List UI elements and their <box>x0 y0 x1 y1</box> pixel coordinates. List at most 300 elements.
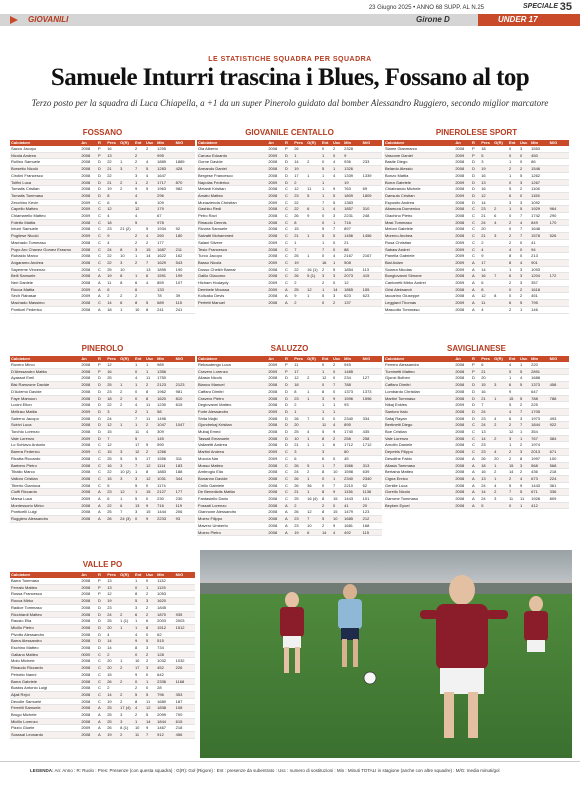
stat-cell: 16 (1) <box>306 266 321 273</box>
table-row <box>10 584 195 591</box>
stat-cell: D <box>97 611 106 618</box>
stat-cell: 23 <box>480 415 493 422</box>
table-row <box>10 482 195 489</box>
table-row <box>384 159 569 166</box>
stat-cell: 3 <box>119 259 134 266</box>
stat-cell: 2008 <box>80 516 97 523</box>
stat-cell <box>175 206 195 213</box>
stat-cell <box>549 402 569 409</box>
player-name: Salani Silvere <box>197 239 267 246</box>
stat-cell: 2008 <box>80 273 97 280</box>
stat-cell: C <box>471 233 480 240</box>
stat-cell: 2009 <box>454 246 471 253</box>
stat-cell: 2008 <box>80 469 97 476</box>
stat-cell: 19 <box>106 598 119 605</box>
stat-cell: 2 <box>134 712 145 719</box>
table-row <box>384 286 569 293</box>
stat-cell: 2008 <box>80 645 97 652</box>
stat-cell: C <box>284 192 293 199</box>
stat-cell: 2008 <box>454 293 471 300</box>
stat-cell <box>549 293 569 300</box>
stat-cell: 1383 <box>343 199 362 206</box>
table-row <box>197 388 382 395</box>
stat-cell: 1444 <box>156 509 175 516</box>
stat-cell: 17 <box>134 665 145 672</box>
stat-cell: 1443 <box>530 482 549 489</box>
stat-cell: 1591 <box>156 273 175 280</box>
stat-cell <box>549 166 569 173</box>
stat-cell: 2008 <box>454 159 471 166</box>
stat-cell: 12 <box>106 422 119 429</box>
stat-cell: 1 <box>145 678 156 685</box>
stat-cell: D <box>97 618 106 625</box>
stat-cell: 3 <box>480 159 493 166</box>
stat-cell: 1356 <box>156 368 175 375</box>
stat-cell: A <box>471 469 480 476</box>
stat-cell: 13 <box>480 179 493 186</box>
player-name: Melluso Mattia <box>10 408 80 415</box>
stat-cell: 2 <box>145 422 156 429</box>
stat-cell <box>175 584 195 591</box>
stat-cell: 1053 <box>156 591 175 598</box>
stat-cell: 11 <box>306 186 321 193</box>
player-name: Giannone Alessandro <box>197 509 267 516</box>
stat-cell: 2009 <box>267 362 284 368</box>
stat-cell <box>119 671 134 678</box>
stats-table <box>10 356 195 523</box>
stat-cell: 1 <box>321 186 332 193</box>
stat-cell: 2008 <box>454 395 471 402</box>
stat-cell: 2008 <box>80 226 97 233</box>
stat-cell: 7 <box>134 166 145 173</box>
stat-cell: C <box>97 233 106 240</box>
stat-cell: 5 (1) <box>306 273 321 280</box>
stat-cell: 2008 <box>80 300 97 307</box>
column-header: R <box>97 140 106 146</box>
stat-cell: 2008 <box>80 179 97 186</box>
stat-cell <box>175 239 195 246</box>
player-name: Micillo Lorenzo <box>10 718 80 725</box>
player-name: Barra Gabriele <box>10 678 80 685</box>
player-name: Rollino Samuele <box>10 159 80 166</box>
player-name: Lo Schiavo Antonio <box>10 442 80 449</box>
stat-cell <box>175 638 195 645</box>
stat-cell: 415 <box>362 273 382 280</box>
stat-cell: 20 <box>362 502 382 509</box>
stat-cell: 2 <box>321 280 332 287</box>
table-row <box>197 482 382 489</box>
stat-cell: 16 <box>106 368 119 375</box>
stat-cell: D <box>97 638 106 645</box>
stat-cell: D <box>97 415 106 422</box>
stat-cell: 796 <box>156 691 175 698</box>
stat-cell: 2008 <box>454 388 471 395</box>
player-name: Cigna Enrico <box>384 475 454 482</box>
issue-meta: 23 Giugno 2025 • ANNO 68 SUPP. AL N.25 <box>368 5 484 11</box>
stat-cell: 15 <box>332 509 343 516</box>
stat-cell: 5 <box>306 192 321 199</box>
stat-cell: 258 <box>362 435 382 442</box>
stat-cell <box>175 172 195 179</box>
stat-cell: 2 <box>306 159 321 166</box>
legend-label: LEGENDA: <box>30 768 54 773</box>
stat-cell: 2008 <box>454 226 471 233</box>
stat-cell: A <box>97 509 106 516</box>
stat-cell: 1 <box>134 382 145 389</box>
table-row <box>10 496 195 503</box>
stat-cell: D <box>284 422 293 429</box>
stat-cell: 2008 <box>454 496 471 503</box>
stat-cell: 12 <box>293 375 306 382</box>
stat-cell: 1 <box>119 496 134 503</box>
stat-cell: 0 <box>321 159 332 166</box>
player-name: Beyken Eyoel <box>384 502 454 509</box>
stat-cell: 0 <box>519 239 530 246</box>
stat-cell: 2008 <box>80 388 97 395</box>
stat-cell: 1929 <box>530 206 549 213</box>
stat-cell: D <box>471 375 480 382</box>
stat-cell: A <box>284 300 293 307</box>
stat-cell: 2008 <box>80 665 97 672</box>
stat-cell <box>549 179 569 186</box>
stat-cell: 912 <box>156 732 175 739</box>
stat-cell: 23 <box>293 192 306 199</box>
stat-cell: 1 <box>145 408 156 415</box>
stat-cell: 1 <box>134 624 145 631</box>
stat-cell: 8 <box>508 253 519 260</box>
stat-cell <box>493 502 508 509</box>
stat-cell: 1 <box>134 253 145 260</box>
stat-cell: 1 <box>321 402 332 409</box>
stat-cell: 0 <box>332 415 343 422</box>
stat-cell: 2 <box>134 159 145 166</box>
stat-cell <box>549 259 569 266</box>
table-row <box>384 293 569 300</box>
stat-cell: 5 <box>321 293 332 300</box>
stat-cell: 16 <box>480 172 493 179</box>
stat-cell <box>145 293 156 300</box>
stat-cell: 10 <box>306 522 321 529</box>
stat-cell: 2008 <box>80 402 97 409</box>
stat-cell: 2008 <box>454 186 471 193</box>
table-row <box>10 712 195 719</box>
stat-cell: 1934 <box>156 226 175 233</box>
column-header: Calciatore <box>384 140 454 146</box>
stat-cell: 19 <box>106 698 119 705</box>
stat-cell: 1895 <box>156 266 175 273</box>
stat-cell: 2008 <box>454 199 471 206</box>
stat-cell: 615 <box>175 718 195 725</box>
column-header: G(R) <box>119 140 134 146</box>
stat-cell: 25 <box>106 375 119 382</box>
stat-cell: 436 <box>530 469 549 476</box>
stat-cell: 24 <box>480 422 493 429</box>
stat-cell: A <box>284 509 293 516</box>
table-row <box>10 591 195 598</box>
stat-cell: C <box>97 482 106 489</box>
stat-cell <box>362 449 382 456</box>
stat-cell: 2 <box>134 239 145 246</box>
stat-cell: 2008 <box>454 462 471 469</box>
player-name: Rocca Mirko <box>10 598 80 605</box>
stat-cell: 226 <box>175 665 195 672</box>
player-name: Nikaj Enkles <box>384 402 454 409</box>
stat-cell: D <box>284 408 293 415</box>
stat-cell <box>119 651 134 658</box>
player-name: Micillo Pietro <box>10 624 80 631</box>
stat-cell: 8 <box>321 469 332 476</box>
table-row <box>197 489 382 496</box>
stat-cell: 5 <box>332 266 343 273</box>
table-row <box>197 435 382 442</box>
stat-cell: 2009 <box>80 496 97 503</box>
stat-cell: 0 <box>145 671 156 678</box>
stat-cell: 25 <box>106 718 119 725</box>
player-name: Borra Gabriele <box>384 179 454 186</box>
stat-cell: 763 <box>343 186 362 193</box>
stat-cell: 15 <box>106 671 119 678</box>
stat-cell: 0 <box>145 482 156 489</box>
player-name: Barra Alessandro <box>10 638 80 645</box>
stat-cell: P <box>97 146 106 152</box>
stat-cell: P <box>471 362 480 368</box>
column-header: Min <box>530 140 549 146</box>
stat-cell: 2008 <box>267 422 284 429</box>
stat-cell <box>493 253 508 260</box>
player-name: Barra Tommaso <box>10 578 80 584</box>
stat-cell: C <box>97 665 106 672</box>
stat-cell: 2008 <box>80 186 97 193</box>
stat-cell <box>549 239 569 246</box>
stat-cell: D <box>284 159 293 166</box>
stat-cell: 5 <box>134 219 145 226</box>
stat-cell: D <box>97 422 106 429</box>
stat-cell: 20 <box>106 658 119 665</box>
table-row <box>384 422 569 429</box>
stat-cell: 1125 <box>156 584 175 591</box>
player-name: Rocca Mattia <box>10 286 80 293</box>
stat-cell: C <box>284 475 293 482</box>
stat-cell: 26 <box>293 482 306 489</box>
stat-cell: 2008 <box>267 375 284 382</box>
stat-cell: 384 <box>549 435 569 442</box>
stat-cell <box>493 199 508 206</box>
stat-cell: 19 <box>343 179 362 186</box>
stat-cell: 493 <box>549 415 569 422</box>
stat-cell: 8 (1) <box>119 725 134 732</box>
stat-cell: 2008 <box>80 705 97 712</box>
column-header: Calciatore <box>10 140 80 146</box>
stat-cell <box>119 591 134 598</box>
stat-cell: 22 <box>106 402 119 409</box>
stat-cell: 19 <box>106 186 119 193</box>
stat-cell: 1 <box>145 584 156 591</box>
stat-cell: 2008 <box>267 496 284 503</box>
player-name: Basso Nicola <box>197 259 267 266</box>
stat-cell: 615 <box>175 402 195 409</box>
stat-cell: 62 <box>362 482 382 489</box>
table-row <box>10 598 195 605</box>
stat-cell: 19 <box>293 166 306 173</box>
stat-cell: 311 <box>175 455 195 462</box>
stat-cell: 9 <box>306 213 321 220</box>
legend-text: An: Anno : R: Ruolo : Pres: Presenze (con questa squadra) : G(R): Gol (Rigore) : Ent : presenze da subentrato : Usc : numero di sostituzioni : Min : Minuti TOTALI in stagione (anche con altre squadre) : M/G: media minuti/gol <box>54 768 500 773</box>
stat-cell: C <box>471 239 480 246</box>
stat-cell: 3 <box>106 408 119 415</box>
player-name: Basile Diego <box>384 159 454 166</box>
stat-cell: 0 <box>519 192 530 199</box>
stat-cell: 296 <box>156 192 175 199</box>
stat-cell: 19 <box>293 259 306 266</box>
stat-cell: 456 <box>175 732 195 739</box>
stat-cell: C <box>471 429 480 436</box>
stat-cell: 0 <box>508 293 519 300</box>
stat-cell: 1 <box>306 489 321 496</box>
table-row <box>384 259 569 266</box>
stat-cell: 5 <box>145 226 156 233</box>
table-row <box>384 206 569 213</box>
girone-label: Girone D <box>416 15 450 24</box>
player-name: Forte Alessandro <box>197 408 267 415</box>
stat-cell: 2 <box>508 233 519 240</box>
stat-cell <box>362 402 382 409</box>
table-row <box>197 462 382 469</box>
stat-cell: 0 <box>134 651 145 658</box>
column-header: G(R) <box>493 140 508 146</box>
team-table <box>384 128 569 314</box>
stat-cell <box>119 435 134 442</box>
column-header: Min <box>343 140 362 146</box>
stat-cell: 0 <box>332 280 343 287</box>
stat-cell: 23 <box>293 522 306 529</box>
stat-cell <box>343 408 362 415</box>
stat-cell: 1844 <box>530 422 549 429</box>
stat-cell: 78 <box>156 293 175 300</box>
stat-cell: C <box>97 651 106 658</box>
stat-cell <box>362 199 382 206</box>
stat-cell: 0 <box>508 152 519 159</box>
stat-cell: 9 <box>332 429 343 436</box>
stat-cell: 25 <box>106 705 119 712</box>
stat-cell: 2009 <box>80 206 97 213</box>
stat-cell: 17 (4) <box>119 705 134 712</box>
stat-cell: 11 <box>145 375 156 382</box>
stat-cell: 21 <box>480 213 493 220</box>
player-name: Bial Adam <box>384 259 454 266</box>
stat-cell: 1 <box>145 368 156 375</box>
stat-cell: 3 <box>134 475 145 482</box>
stat-cell: 1 <box>321 442 332 449</box>
stat-cell <box>306 219 321 226</box>
stat-cell: 0 <box>321 475 332 482</box>
stat-cell: 2 <box>519 469 530 476</box>
stat-cell: 2008 <box>454 286 471 293</box>
stat-cell: 7 <box>332 226 343 233</box>
team-table-title: PINEROLO <box>81 344 124 353</box>
stat-cell: C <box>97 266 106 273</box>
stat-cell: D <box>284 442 293 449</box>
table-row <box>197 429 382 436</box>
stat-cell: 354 <box>530 429 549 436</box>
stat-cell: 123 <box>362 509 382 516</box>
stat-cell: 5 <box>134 435 145 442</box>
table-row <box>384 273 569 280</box>
column-header: Usc <box>519 356 530 362</box>
stat-cell <box>493 259 508 266</box>
stat-cell: 4 <box>508 362 519 368</box>
player-name: Rausio Elia <box>10 618 80 625</box>
stat-cell: 7 <box>480 402 493 409</box>
table-row <box>10 705 195 712</box>
stat-cell: D <box>471 159 480 166</box>
team-table-title: GIOVANILE CENTALLO <box>245 128 334 137</box>
stat-cell: 225 <box>530 402 549 409</box>
stat-cell: 21 <box>106 179 119 186</box>
stat-cell <box>306 502 321 509</box>
stat-cell: 10 (2) <box>119 469 134 476</box>
player-name: Boe Cristian <box>384 429 454 436</box>
stat-cell: 5 <box>145 300 156 307</box>
stat-cell: 1093 <box>530 266 549 273</box>
table-row <box>384 246 569 253</box>
stat-cell: 1742 <box>530 213 549 220</box>
stat-cell: 2009 <box>267 368 284 375</box>
player-name: Borsetto Nicolò <box>10 166 80 173</box>
table-row <box>10 671 195 678</box>
stat-cell: 12 <box>306 509 321 516</box>
player-name: Lucini Elton <box>10 402 80 409</box>
stat-cell: 233 <box>362 159 382 166</box>
stat-cell <box>493 179 508 186</box>
table-row <box>10 152 195 159</box>
stat-cell: D <box>284 402 293 409</box>
stat-cell: 8 <box>480 286 493 293</box>
stat-cell: 6 <box>119 502 134 509</box>
column-header: R <box>471 356 480 362</box>
stat-cell: 12 <box>508 429 519 436</box>
stat-cell: 7 <box>134 415 145 422</box>
stat-cell: D <box>471 388 480 395</box>
stat-cell: 7 <box>508 489 519 496</box>
stat-cell <box>362 259 382 266</box>
stat-cell: 8 <box>119 273 134 280</box>
table-row <box>197 469 382 476</box>
stat-cell: 2123 <box>175 382 195 389</box>
player-name: Scirivi Luca <box>10 422 80 429</box>
stat-cell: C <box>471 435 480 442</box>
table-row <box>10 489 195 496</box>
stat-cell: 13 <box>106 152 119 159</box>
stat-cell: P <box>97 584 106 591</box>
table-row <box>10 266 195 273</box>
stat-cell: 1962 <box>156 388 175 395</box>
stat-cell: 0 <box>332 152 343 159</box>
stat-cell: 1 <box>119 658 134 665</box>
stat-cell: 4 <box>134 375 145 382</box>
stat-cell <box>175 219 195 226</box>
stat-cell: 9 <box>134 671 145 678</box>
stat-cell: 2009 <box>454 152 471 159</box>
stat-cell: 2 <box>119 395 134 402</box>
player-name: Depetris Filippo <box>384 449 454 456</box>
stat-cell: 2 <box>293 502 306 509</box>
player-name: Dembele Moussa <box>197 286 267 293</box>
stat-cell <box>175 651 195 658</box>
stat-cell: 2009 <box>80 435 97 442</box>
stat-cell: 21 <box>480 395 493 402</box>
stat-cell <box>145 152 156 159</box>
table-row <box>197 213 382 220</box>
